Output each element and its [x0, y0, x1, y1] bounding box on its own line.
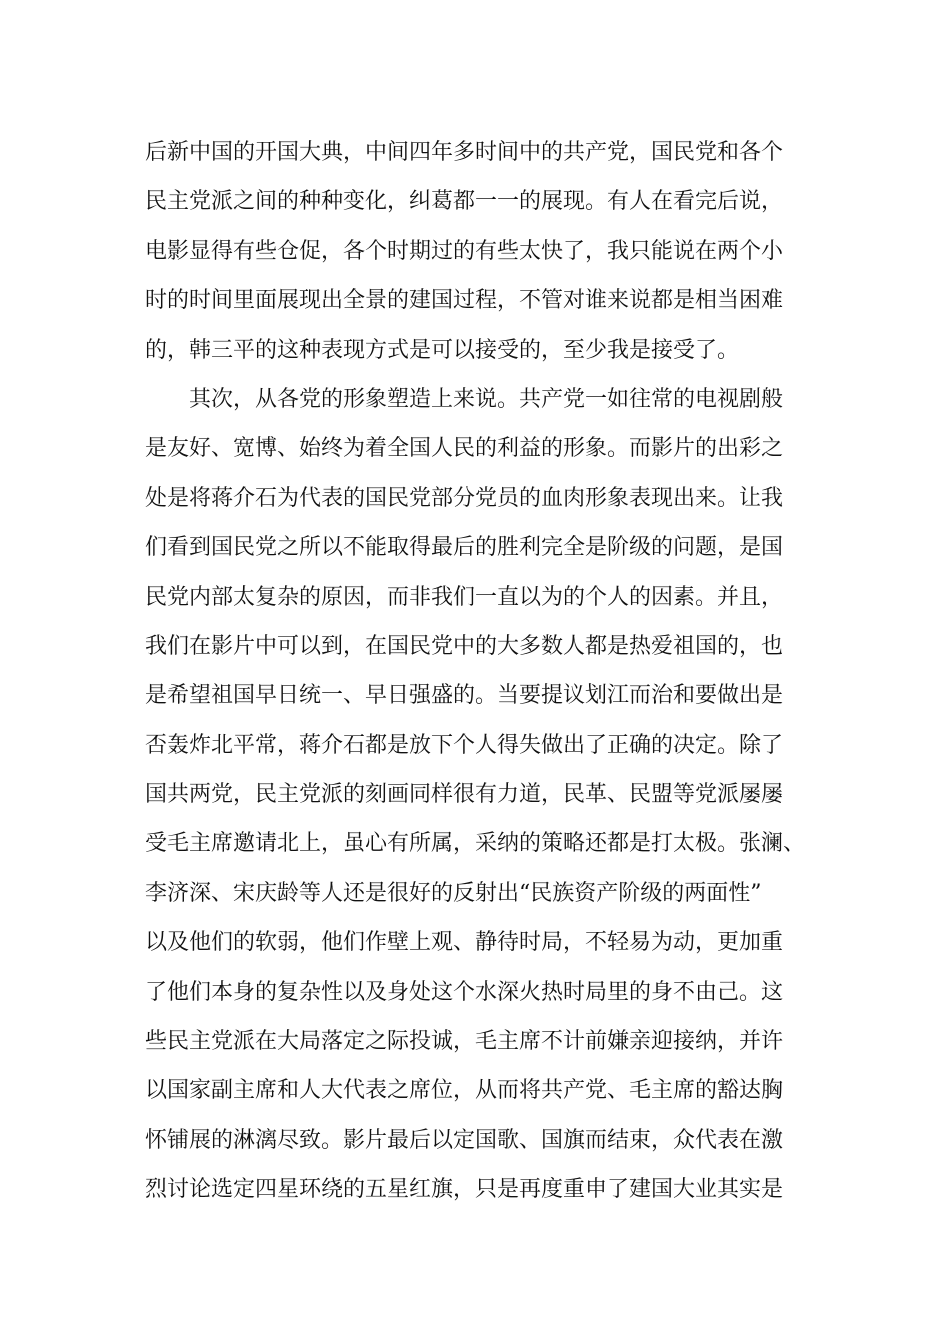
- text-line: 以及他们的软弱，他们作壁上观、静待时局，不轻易为动，更加重: [145, 930, 784, 956]
- text-line: 时的时间里面展现出全景的建国过程，不管对谁来说都是相当困难: [145, 288, 784, 314]
- text-line: 我们在影片中可以到，在国民党中的大多数人都是热爱祖国的，也: [145, 633, 784, 659]
- text-line: 电影显得有些仓促，各个时期过的有些太快了，我只能说在两个小: [145, 238, 784, 264]
- text-line: 是希望祖国早日统一、早日强盛的。当要提议划江而治和要做出是: [145, 683, 784, 709]
- text-line: 否轰炸北平常，蒋介石都是放下个人得失做出了正确的决定。除了: [145, 732, 784, 758]
- text-line: 些民主党派在大局落定之际投诚，毛主席不计前嫌亲迎接纳，并许: [145, 1029, 784, 1055]
- text-line: 们看到国民党之所以不能取得最后的胜利完全是阶级的问题，是国: [145, 535, 784, 561]
- text-line: 李济深、宋庆龄等人还是很好的反射出“民族资产阶级的两面性”: [145, 880, 762, 906]
- text-line: 处是将蒋介石为代表的国民党部分党员的血肉形象表现出来。让我: [145, 485, 784, 511]
- text-line: 的，韩三平的这种表现方式是可以接受的，至少我是接受了。: [145, 337, 740, 363]
- text-line: 了他们本身的复杂性以及身处这个水深火热时局里的身不由己。这: [145, 979, 784, 1005]
- text-line: 后新中国的开国大典，中间四年多时间中的共产党，国民党和各个: [145, 140, 784, 165]
- text-line: 国共两党，民主党派的刻画同样很有力道，民革、民盟等党派屡屡: [145, 782, 784, 808]
- text-line: 是友好、宽博、始终为着全国人民的利益的形象。而影片的出彩之: [145, 436, 784, 462]
- paragraph-start-line: 其次，从各党的形象塑造上来说。共产党一如往常的电视剧般: [189, 386, 784, 412]
- text-line: 民党内部太复杂的原因，而非我们一直以为的个人的因素。并且，: [145, 584, 784, 610]
- text-line: 受毛主席邀请北上，虽心有所属，采纳的策略还都是打太极。张澜、: [145, 831, 806, 857]
- text-line: 烈讨论选定四星环绕的五星红旗，只是再度重申了建国大业其实是: [145, 1177, 784, 1203]
- text-line: 民主党派之间的种种变化，纠葛都一一的展现。有人在看完后说，: [145, 189, 784, 215]
- text-line: 怀铺展的淋漓尽致。影片最后以定国歌、国旗而结束，众代表在激: [145, 1127, 784, 1153]
- body-text: [145, 128, 815, 1215]
- text-line: 以国家副主席和人大代表之席位，从而将共产党、毛主席的豁达胸: [145, 1078, 784, 1104]
